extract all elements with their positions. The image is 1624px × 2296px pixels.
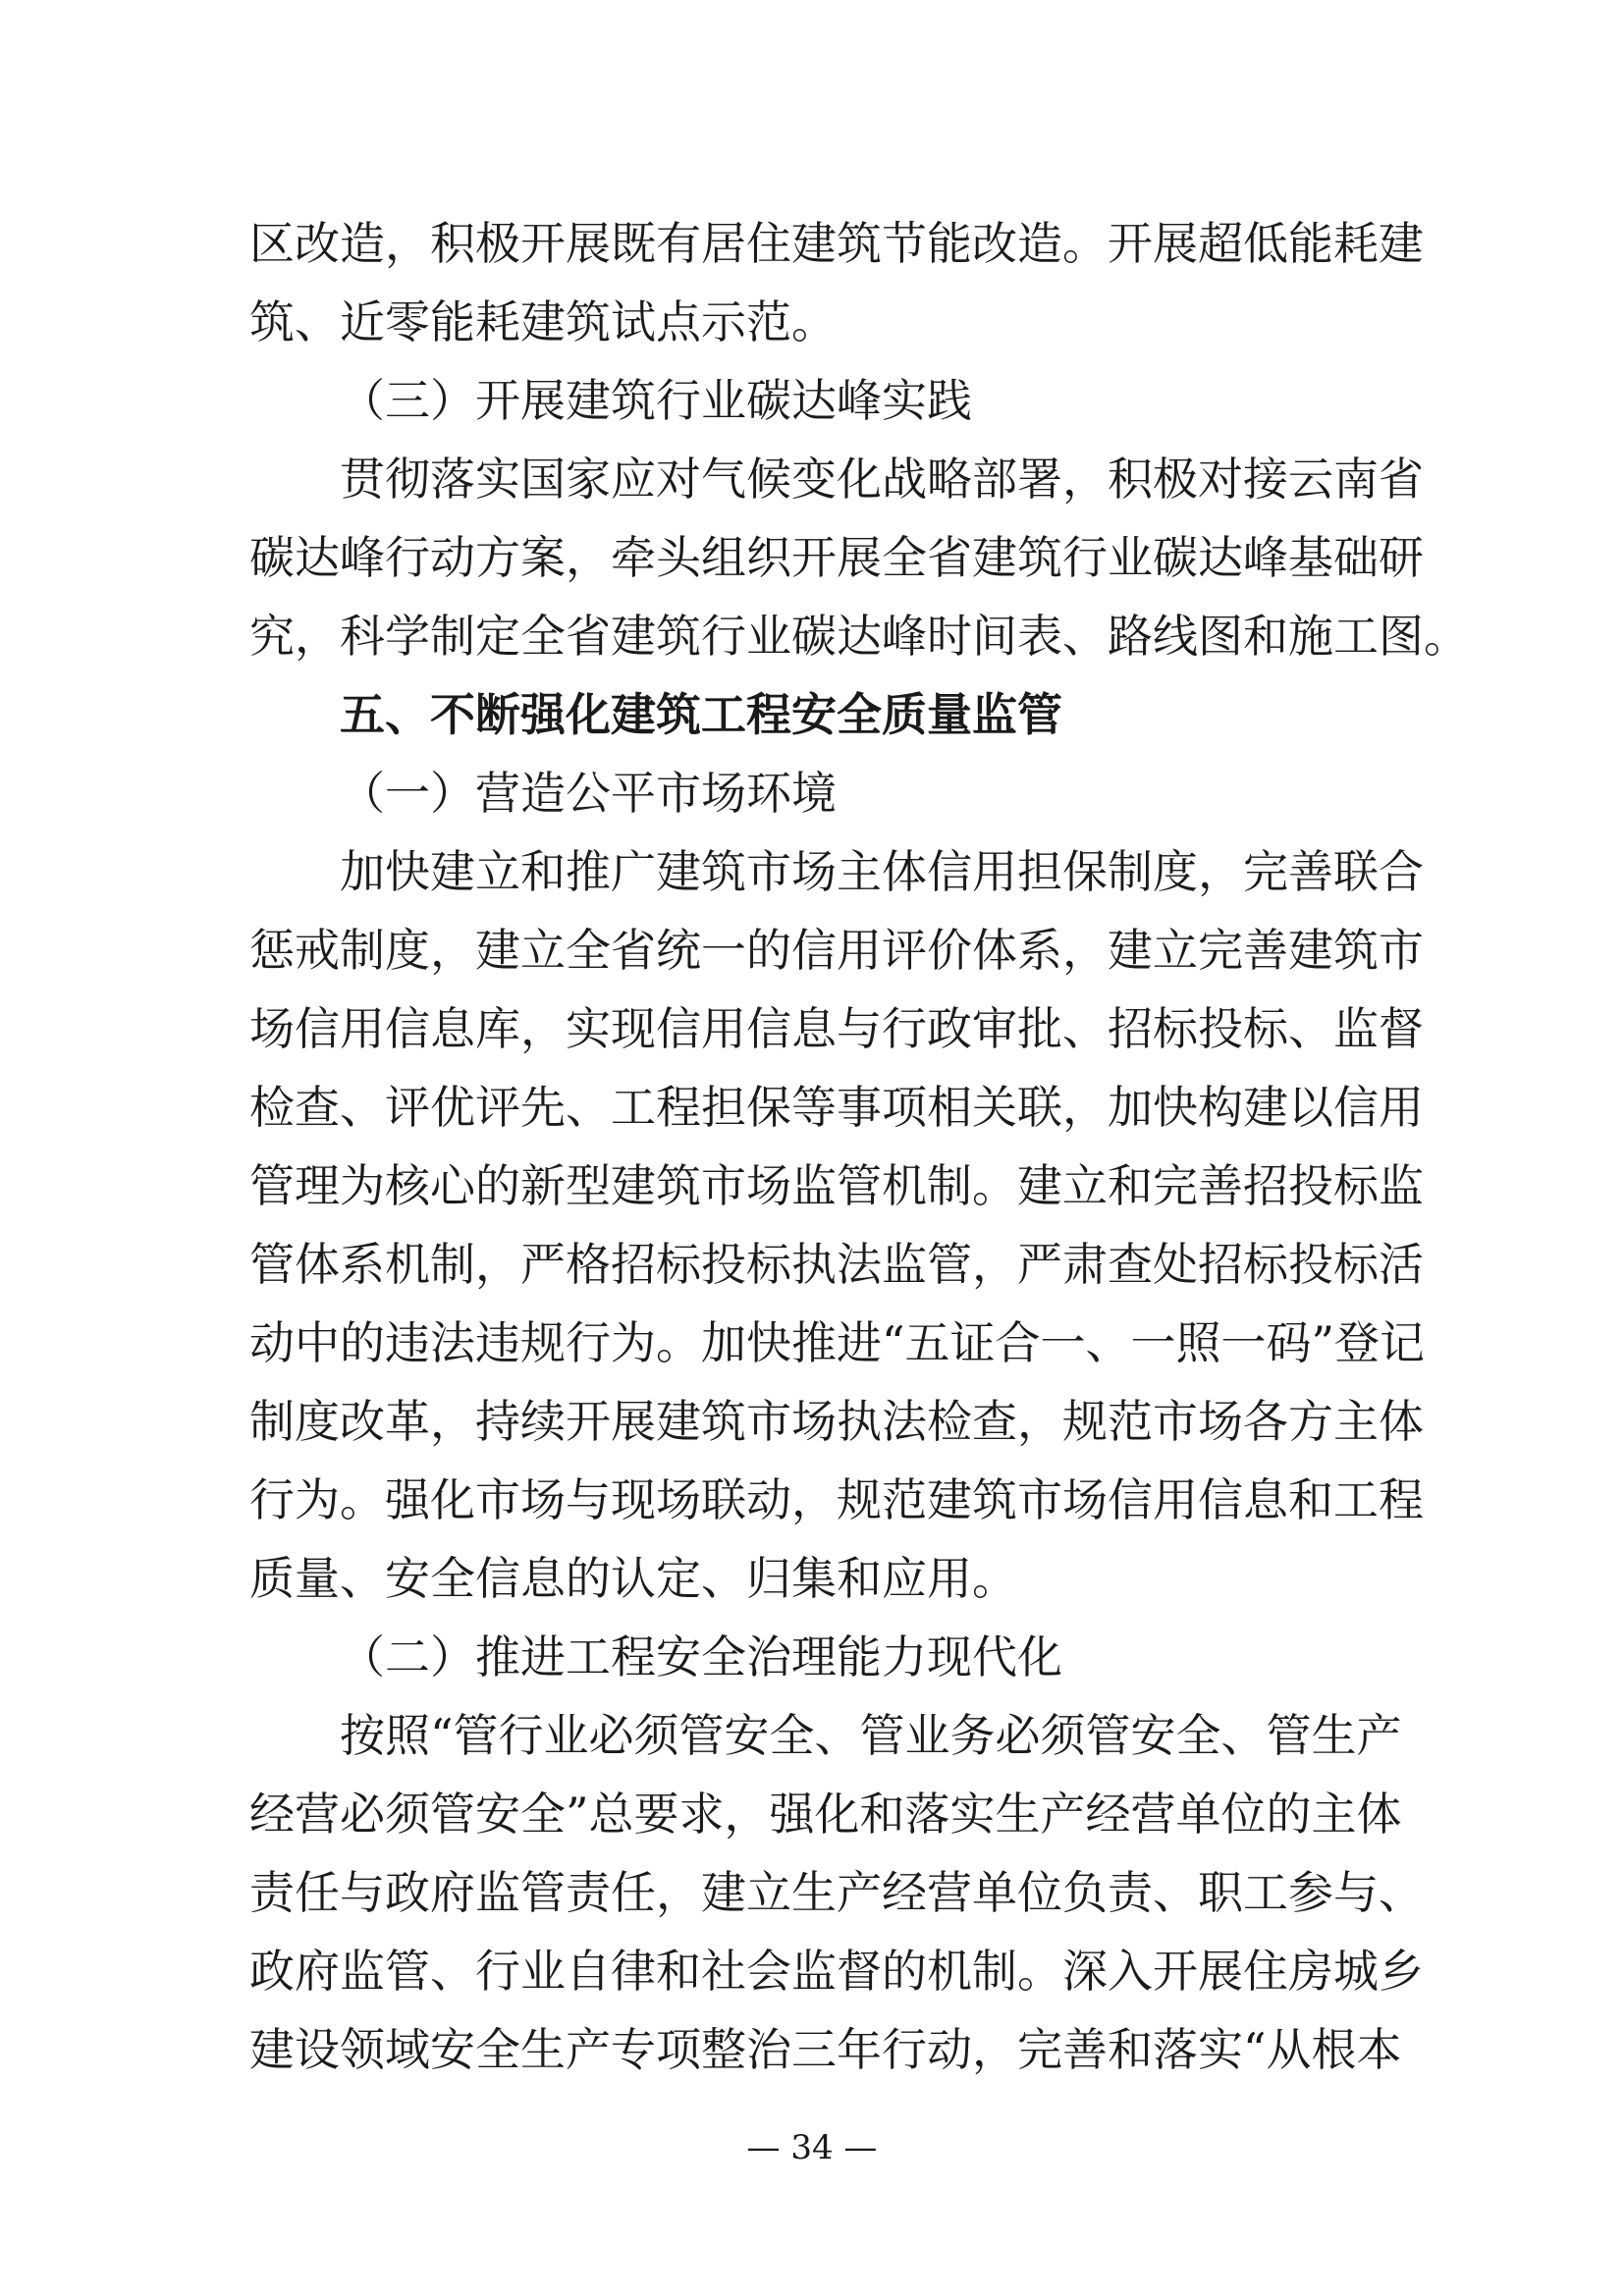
paragraph-line: 建设领域安全生产专项整治三年行动，完善和落实“从根本 bbox=[249, 2023, 1402, 2076]
paragraph-line: 管理为核心的新型建筑市场监管机制。建立和完善招投标监 bbox=[249, 1159, 1424, 1212]
paragraph-line: 筑、近零能耗建筑试点示范。 bbox=[249, 295, 837, 348]
section-subheading: （二）推进工程安全治理能力现代化 bbox=[340, 1630, 1062, 1683]
paragraph-line: 质量、安全信息的认定、归集和应用。 bbox=[249, 1552, 1017, 1605]
paragraph-line: 惩戒制度，建立全省统一的信用评价体系，建立完善建筑市 bbox=[249, 924, 1424, 977]
paragraph-line: 按照“管行业必须管安全、管业务必须管安全、管生产 bbox=[340, 1709, 1402, 1762]
document-body bbox=[249, 204, 1469, 2089]
paragraph-line: 经营必须管安全”总要求，强化和落实生产经营单位的主体 bbox=[249, 1788, 1402, 1841]
paragraph-line: 加快建立和推广建筑市场主体信用担保制度，完善联合 bbox=[340, 845, 1424, 898]
paragraph-line: 碳达峰行动方案，牵头组织开展全省建筑行业碳达峰基础研 bbox=[249, 531, 1424, 584]
paragraph-line: 贯彻落实国家应对气候变化战略部署，积极对接云南省 bbox=[340, 453, 1424, 506]
paragraph-line: 制度改革，持续开展建筑市场执法检查，规范市场各方主体 bbox=[249, 1395, 1424, 1448]
page-number: — 34 — bbox=[746, 2128, 878, 2167]
section-subheading: （三）开展建筑行业碳达峰实践 bbox=[340, 374, 972, 427]
paragraph-line: 管体系机制，严格招标投标执法监管，严肃查处招标投标活 bbox=[249, 1238, 1424, 1291]
section-subheading: （一）营造公平市场环境 bbox=[340, 767, 837, 820]
paragraph-line: 场信用信息库，实现信用信息与行政审批、招标投标、监督 bbox=[249, 1002, 1424, 1055]
paragraph-line: 区改造，积极开展既有居住建筑节能改造。开展超低能耗建 bbox=[249, 217, 1424, 270]
paragraph-line: 行为。强化市场与现场联动，规范建筑市场信用信息和工程 bbox=[249, 1473, 1424, 1526]
paragraph-line: 政府监管、行业自律和社会监督的机制。深入开展住房城乡 bbox=[249, 1945, 1424, 1998]
paragraph-line: 检查、评优评先、工程担保等事项相关联，加快构建以信用 bbox=[249, 1081, 1424, 1134]
paragraph-line: 责任与政府监管责任，建立生产经营单位负责、职工参与、 bbox=[249, 1866, 1424, 1919]
section-heading: 五、不断强化建筑工程安全质量监管 bbox=[340, 688, 1062, 741]
paragraph-line: 动中的违法违规行为。加快推进“五证合一、一照一码”登记 bbox=[249, 1316, 1426, 1369]
paragraph-line: 究，科学制定全省建筑行业碳达峰时间表、路线图和施工图。 bbox=[249, 610, 1469, 663]
